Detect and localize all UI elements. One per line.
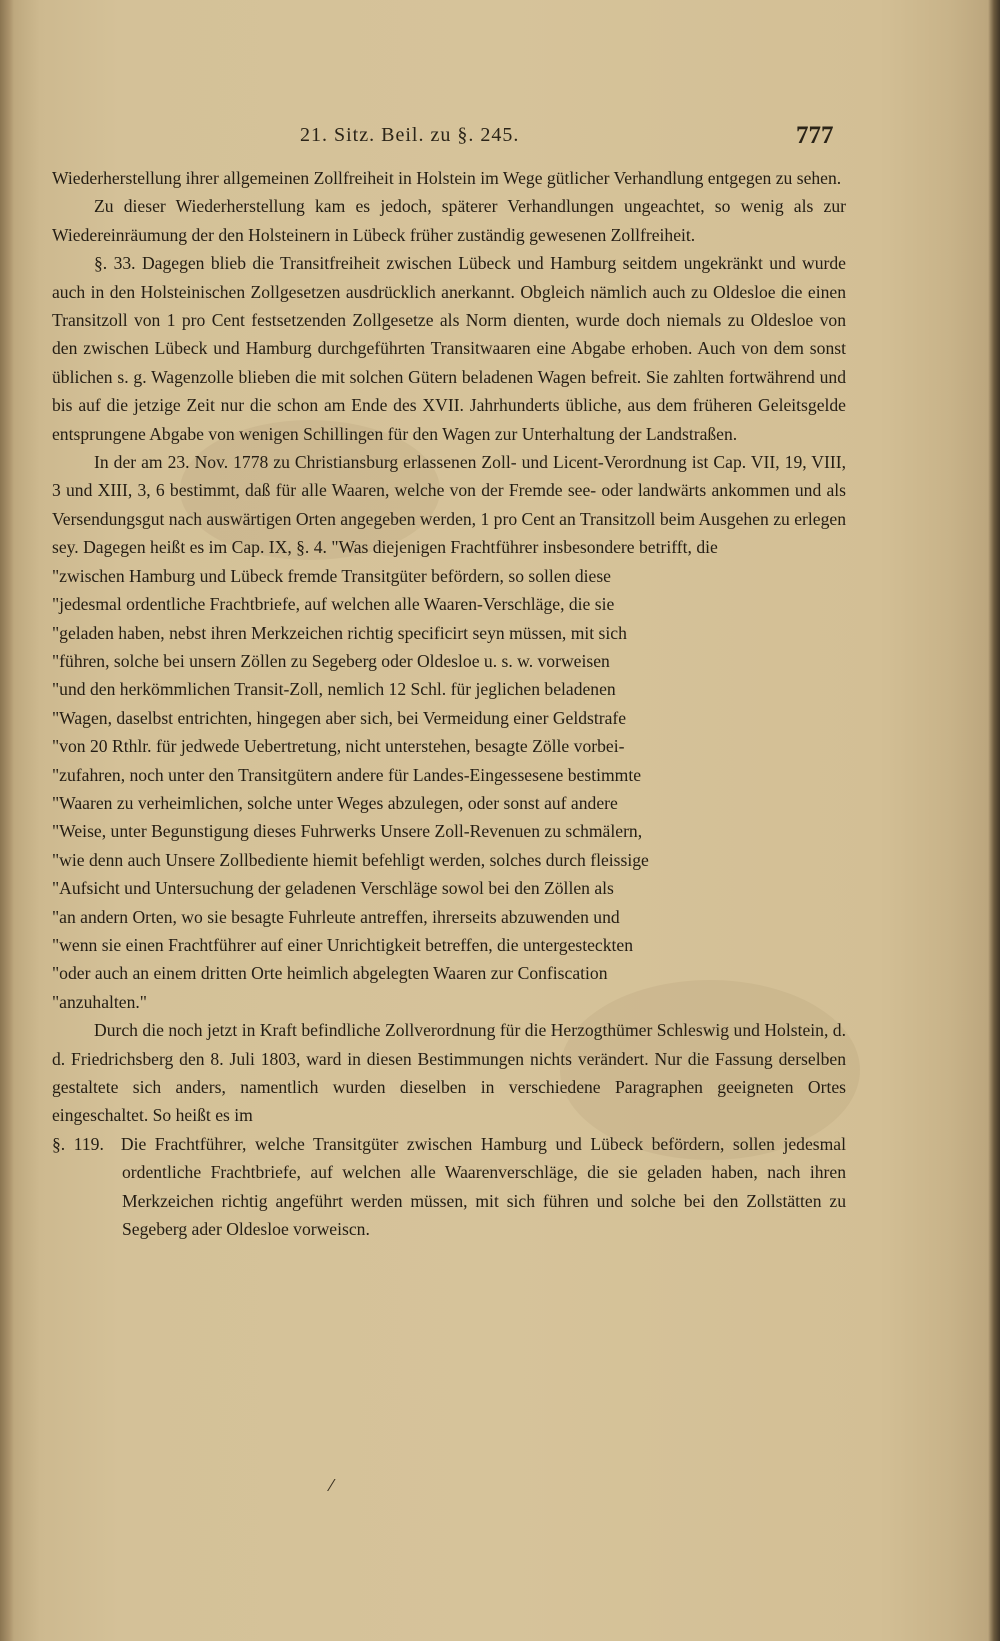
quote-line: "Wagen, daselbst entrichten, hingegen aber sich, bei Vermeidung einer Geldstrafe (52, 707, 627, 728)
pencil-mark: ⁄ (330, 1476, 333, 1495)
quote-line: "zwischen Hamburg und Lübeck fremde Transitgüter befördern, so sollen diese (52, 565, 611, 586)
main-text (52, 164, 846, 1243)
quote-line: "an andern Orten, wo sie besagte Fuhrleute antreffen, ihrerseits abzuwenden und (52, 906, 620, 927)
quote-line: "jedesmal ordentliche Frachtbriefe, auf welchen alle Waaren-Verschläge, die sie (52, 594, 615, 615)
quote-line: "zufahren, noch unter den Transitgütern andere für Landes-Eingessesene bestimmte (52, 764, 642, 785)
quote-line: "wie denn auch Unsere Zollbediente hiemit befehligt werden, solches durch fleissige (52, 849, 649, 870)
quote-line: "Waaren zu verheimlichen, solche unter Weges abzulegen, oder sonst auf andere (52, 792, 618, 813)
paragraph: §. 33. Dagegen blieb die Transitfreiheit zwischen Lübeck und Hamburg seitdem ungekränkt und wurde auch in den Holsteinischen Zollgesetzen ausdrücklich anerkannt. Obgleich nämlich auch zu Oldesloe die einen Transitzoll von 1 pro Cent festsetzenden Zollgesetze als Norm dienten, wurde doch niemals zu Oldesloe von den zwischen Lübeck und Hamburg durchgeführten Transitwaaren eine Abgabe erhoben. Auch von dem sonst üblichen s. g. Wagenzolle blieben die mit solchen Gütern beladenen Wagen befreit. Sie zahlten fortwährend und bis auf die jetzige Zeit nur die schon am Ende des XVII. Jahrhunderts übliche, aus dem früheren Geleitsgelde entsprungene Abgabe von wenigen Schillingen für den Wagen zur Unterhaltung der Landstraßen. (52, 253, 846, 444)
block-quote (52, 562, 846, 1017)
running-title: 21. Sitz. Beil. zu §. 245. (300, 124, 520, 146)
quote-line: "von 20 Rthlr. für jedwede Uebertretung, nicht unterstehen, besagte Zölle vorbei- (52, 736, 625, 757)
quote-line: "oder auch an einem dritten Orte heimlich abgelegten Waaren zur Confiscation (52, 963, 608, 984)
quote-line: "wenn sie einen Frachtführer auf einer Unrichtigkeit betreffen, die untergesteckten (52, 934, 634, 955)
quote-line: "Aufsicht und Untersuchung der geladenen Verschläge sowol bei den Zöllen als (52, 878, 614, 899)
page-number: 777 (796, 122, 834, 149)
section-label: §. 119. (52, 1133, 104, 1154)
running-head (0, 120, 1000, 156)
paragraph: Zu dieser Wiederherstellung kam es jedoch, späterer Verhandlungen ungeachtet, so wenig als zur Wiedereinräumung der den Holsteinern in Lübeck früher zuständig gewesenen Zollfreiheit. (52, 196, 846, 245)
section-119 (52, 1130, 846, 1244)
quote-line: "anzuhalten." (52, 991, 147, 1012)
paragraph: In der am 23. Nov. 1778 zu Christiansburg erlassenen Zoll- und Licent-Verordnung ist Cap. VII, 19, VIII, 3 und XIII, 3, 6 bestimmt, daß für alle Waaren, welche von der Fremde see- oder landwärts ankommen und als Versendungsgut nach auswärtigen Orten angegeben werden, 1 pro Cent an Transitzoll beim Ausgehen zu erlegen sey. Dagegen heißt es im Cap. IX, §. 4. "Was diejenigen Frachtführer insbesondere betrifft, die (52, 452, 846, 558)
quote-line: "führen, solche bei unsern Zöllen zu Segeberg oder Oldesloe u. s. w. vorweisen (52, 650, 610, 671)
quote-line: "und den herkömmlichen Transit-Zoll, nemlich 12 Schl. für jeglichen beladenen (52, 679, 616, 700)
page-left-edge (0, 0, 14, 1641)
quote-line: "Weise, unter Begunstigung dieses Fuhrwerks Unsere Zoll-Revenuen zu schmälern, (52, 821, 643, 842)
page-right-edge (988, 0, 1000, 1641)
paragraph: Wiederherstellung ihrer allgemeinen Zollfreiheit in Holstein im Wege gütlicher Verhandlung entgegen zu sehen. (52, 168, 842, 188)
quote-line: "geladen haben, nebst ihren Merkzeichen richtig specificirt seyn müssen, mit sich (52, 622, 627, 643)
paragraph: Durch die noch jetzt in Kraft befindliche Zollverordnung für die Herzogthümer Schleswig und Holstein, d. d. Friedrichsberg den 8. Juli 1803, ward in diesen Bestimmungen nichts verändert. Nur die Fassung derselben gestaltete sich anders, namentlich wurden dieselben in verschiedene Paragraphen geeigneten Ortes eingeschaltet. So heißt es im (52, 1020, 846, 1126)
section-text: Die Frachtführer, welche Transitgüter zwischen Hamburg und Lübeck befördern, sollen jedesmal ordentliche Frachtbriefe, auf welchen alle Waarenverschläge, die sie geladen haben, nach ihren Merkzeichen richtig angeführt werden müssen, mit sich führen und solche bei den Zollstätten zu Segeberg ader Oldesloe vorweiscn. (120, 1133, 847, 1240)
